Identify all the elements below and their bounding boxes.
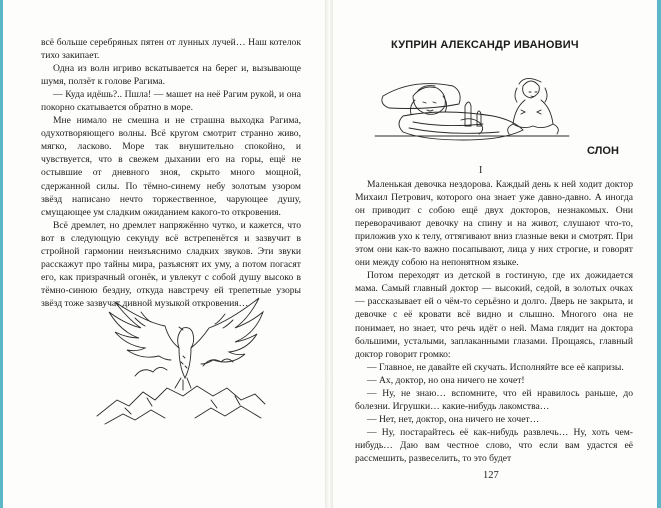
right-paragraph: — Нет, нет, доктор, она ничего не хочет… xyxy=(367,413,540,425)
left-paragraph: Мне нимало не смешна и не страшна выходка Рагима, одухотворяющего волны. Всё кругом смотрит странно живо, мягко, ласково. Море так внушительно спокойно, и чувствуется, что в свежем дыхании его на горы, ещё не остывшие от дневного зноя, скрыто много мощной, сдержанной силы. По тёмно-синему небу золотым узором звёзд написано нечто торжественное, чарующее душу, смущающее ум сладким ожиданием какого-то откровения. xyxy=(41,115,301,218)
right-paragraph: — Ну, постарайтесь её как-нибудь развлечь… Ну, хоть чем-нибудь… Даю вам честное слово, что если вам удастся её рассмешить, развеселить, то это будет xyxy=(355,426,633,464)
left-paragraph: Всё дремлет, но дремлет напряжённо чутко, и кажется, что вот в следующую секунду всё встрепенётся и зазвучит в стройной гармонии неизъяснимо сладких звуков. Эти звуки расскажут про тайны мира, разъяснят их уму, а потом погасят его, как призрачный огонёк, и увлекут с собой душу высоко в тёмно-синюю бездну, откуда навстречу ей трепетные узоры звёзд тоже зазвучат дивной музыкой откровения… xyxy=(41,219,301,309)
left-page-text xyxy=(41,36,301,310)
book-gutter xyxy=(325,0,333,508)
right-paragraph: — Ну, не знаю… вспомните, что ей нравилось раньше, до болезни. Игрушки… какие-нибудь лакомства… xyxy=(355,387,633,412)
right-paragraph: — Главное, не давайте ей скучать. Исполняйте все её капризы. xyxy=(367,361,624,373)
left-paragraph: Одна из волн игриво вскатывается на берег и, вызывающе шумя, ползёт к голове Рагима. xyxy=(41,63,301,88)
author-heading: КУПРИН АЛЕКСАНДР ИВАНОВИЧ xyxy=(391,39,579,51)
right-paragraph: Маленькая девочка нездорова. Каждый день к ней ходит доктор Михаил Петрович, которого она знает уже давно-давно. А иногда он приводит с собою ещё двух докторов, незнакомых. Они переворачивают девочку на спину и на живот, слушают что-то, приложив ухо к телу, оттягивают вниз глазные веки и смотрят. При этом они как-то важно посапывают, лица у них строгие, и говорят они между собою на непонятном языке. xyxy=(355,179,633,269)
story-title: СЛОН xyxy=(587,145,619,157)
right-paragraph: — Ах, доктор, но она ничего не хочет! xyxy=(367,374,525,386)
sick-girl-illustration xyxy=(373,66,573,154)
falcon-illustration xyxy=(95,296,267,446)
page-number: 127 xyxy=(483,470,499,481)
right-page-text xyxy=(355,178,633,465)
right-paragraph: Потом переходят из детской в гостиную, где их дожидается мама. Самый главный доктор — высокий, седой, в золотых очках — рассказывает ей о чём-то серьёзно и долго. Дверь не закрыта, и девочке с её кровати всё видно и слышно. Многого она не понимает, но знает, что речь идёт о ней. Мама глядит на доктора большими, усталыми, заплаканными глазами. Прощаясь, главный доктор говорит громко: xyxy=(355,270,633,360)
chapter-number: I xyxy=(479,165,483,176)
left-paragraph: всё больше серебряных пятен от лунных лучей… Наш котелок тихо закипает. xyxy=(41,37,301,62)
right-page xyxy=(333,0,657,508)
left-page xyxy=(3,0,325,508)
left-paragraph: — Куда идёшь?.. Пшла! — машет на неё Рагим рукой, и она покорно скатывается обратно в море. xyxy=(41,89,301,114)
